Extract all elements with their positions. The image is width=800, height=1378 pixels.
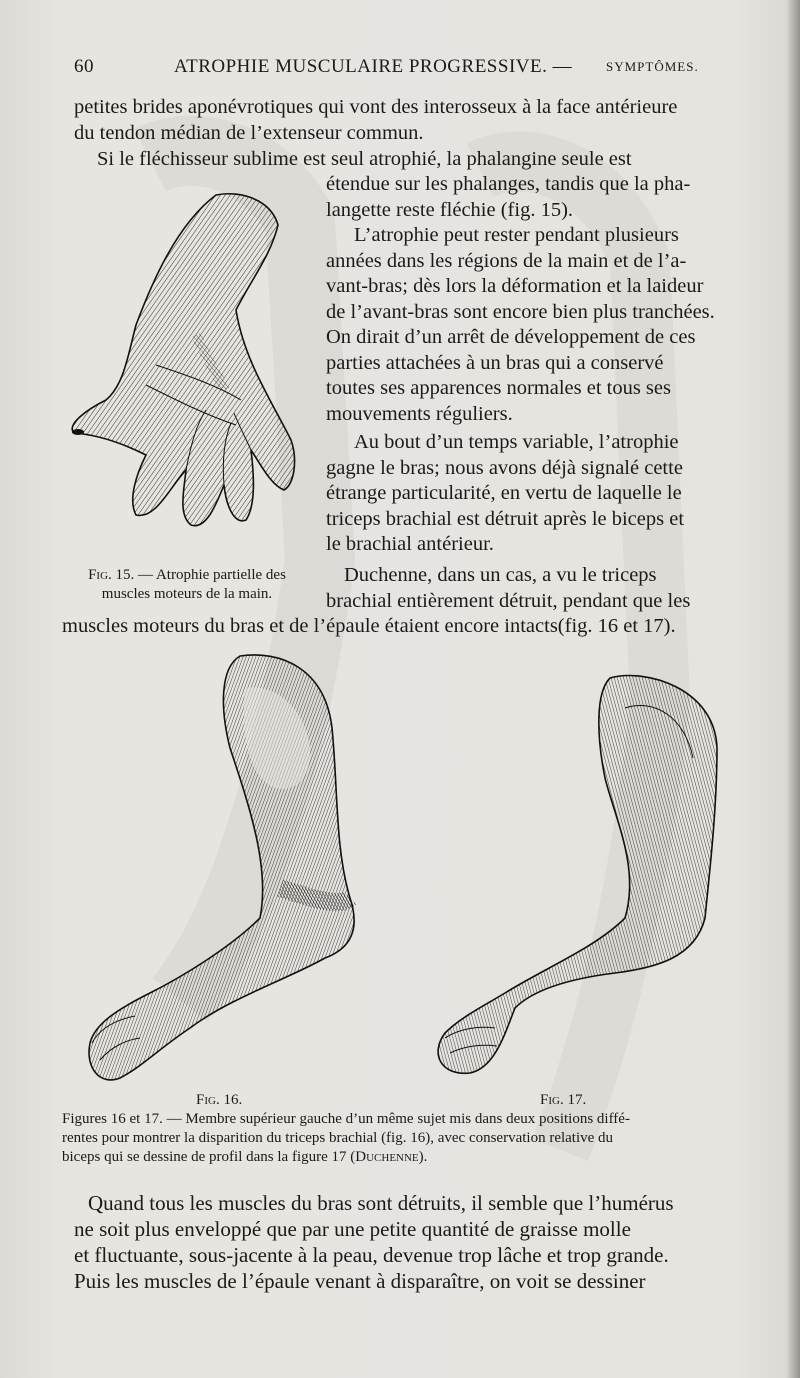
text-line: parties attachées à un bras qui a conservé (326, 351, 664, 374)
text-line: On dirait d’un arrêt de développement de ces (326, 326, 696, 348)
text-line: le brachial antérieur. (326, 533, 494, 555)
running-header (74, 56, 754, 84)
paragraph-1 (74, 95, 766, 146)
figure-17-label: Fig. 17. (540, 1092, 587, 1108)
text-line: années dans les régions de la main et de l’a- (326, 249, 687, 272)
paragraph-2-wrap (326, 172, 766, 223)
text-line: étendue sur les phalanges, tandis que la pha- (326, 173, 691, 195)
text-line: Au bout d’un temps variable, l’atrophie (354, 431, 679, 453)
text-line: et fluctuante, sous-jacente à la peau, devenue trop lâche et trop grande. (74, 1243, 669, 1267)
paragraph-4 (326, 430, 766, 558)
text-line: ne soit plus enveloppé que par une petite quantité de graisse molle (74, 1217, 631, 1241)
text-line: mouvements réguliers. (326, 402, 513, 425)
text-line: du tendon médian de l’extenseur commun. (74, 121, 424, 144)
text-line: L’atrophie peut rester pendant plusieurs (354, 224, 679, 246)
figure-15-hand-illustration (66, 185, 306, 545)
text-line: petites brides aponévrotiques qui vont des interosseux à la face antérieure (74, 96, 678, 118)
figure-16-label: Fig. 16. (196, 1092, 243, 1108)
paragraph-3 (326, 223, 766, 427)
running-title: ATROPHIE MUSCULAIRE PROGRESSIVE. — (174, 56, 573, 77)
text-line: de l’avant-bras sont encore bien plus tranchées. (326, 300, 715, 323)
text-line: Duchenne, dans un cas, a vu le triceps (344, 564, 657, 586)
figure-15-caption: Fig. 15. — Atrophie partielle des muscles moteurs de la main. (88, 567, 286, 602)
running-section: SYMPTÔMES. (606, 59, 699, 74)
paragraph-2-first-line: Si le fléchisseur sublime est seul atrophié, la phalangine seule est (97, 148, 632, 170)
text-line: toutes ses apparences normales et tous ses (326, 377, 671, 399)
figure-15-label: Fig. 15. (88, 567, 135, 583)
text-line: langette reste fléchie (fig. 15). (326, 198, 574, 221)
text-line: gagne le bras; nous avons déjà signalé cette (326, 456, 683, 479)
page-number: 60 (74, 56, 94, 77)
text-line: Quand tous les muscles du bras sont détruits, il semble que l’humérus (88, 1191, 674, 1215)
text-line: vant-bras; dès lors la déformation et la laideur (326, 275, 704, 297)
text-line: étrange particularité, en vertu de laquelle le (326, 482, 682, 504)
paragraph-5-last-line: muscles moteurs du bras et de l’épaule étaient encore intacts(fig. 16 et 17). (62, 615, 676, 637)
figures-16-17-caption: Figures 16 et 17. — Membre supérieur gauche d’un même sujet mis dans deux positions diffé- rentes pour montrer la disparition du triceps brachial (fig. 16), avec conservation relative du biceps qui se dessine de profil dans la figure 17 (Duchenne). (62, 1111, 630, 1165)
text-line: triceps brachial est détruit après le biceps et (326, 507, 685, 530)
caption-author: Duchenne (355, 1149, 419, 1165)
paragraph-6 (74, 1190, 766, 1294)
paragraph-5-wrap (326, 563, 766, 614)
figure-17-arm-illustration (425, 668, 725, 1088)
text-line: brachial entièrement détruit, pendant que les (326, 589, 691, 612)
figure-16-arm-illustration (80, 648, 380, 1088)
text-line: Puis les muscles de l’épaule venant à disparaître, on voit se dessiner (74, 1269, 646, 1293)
